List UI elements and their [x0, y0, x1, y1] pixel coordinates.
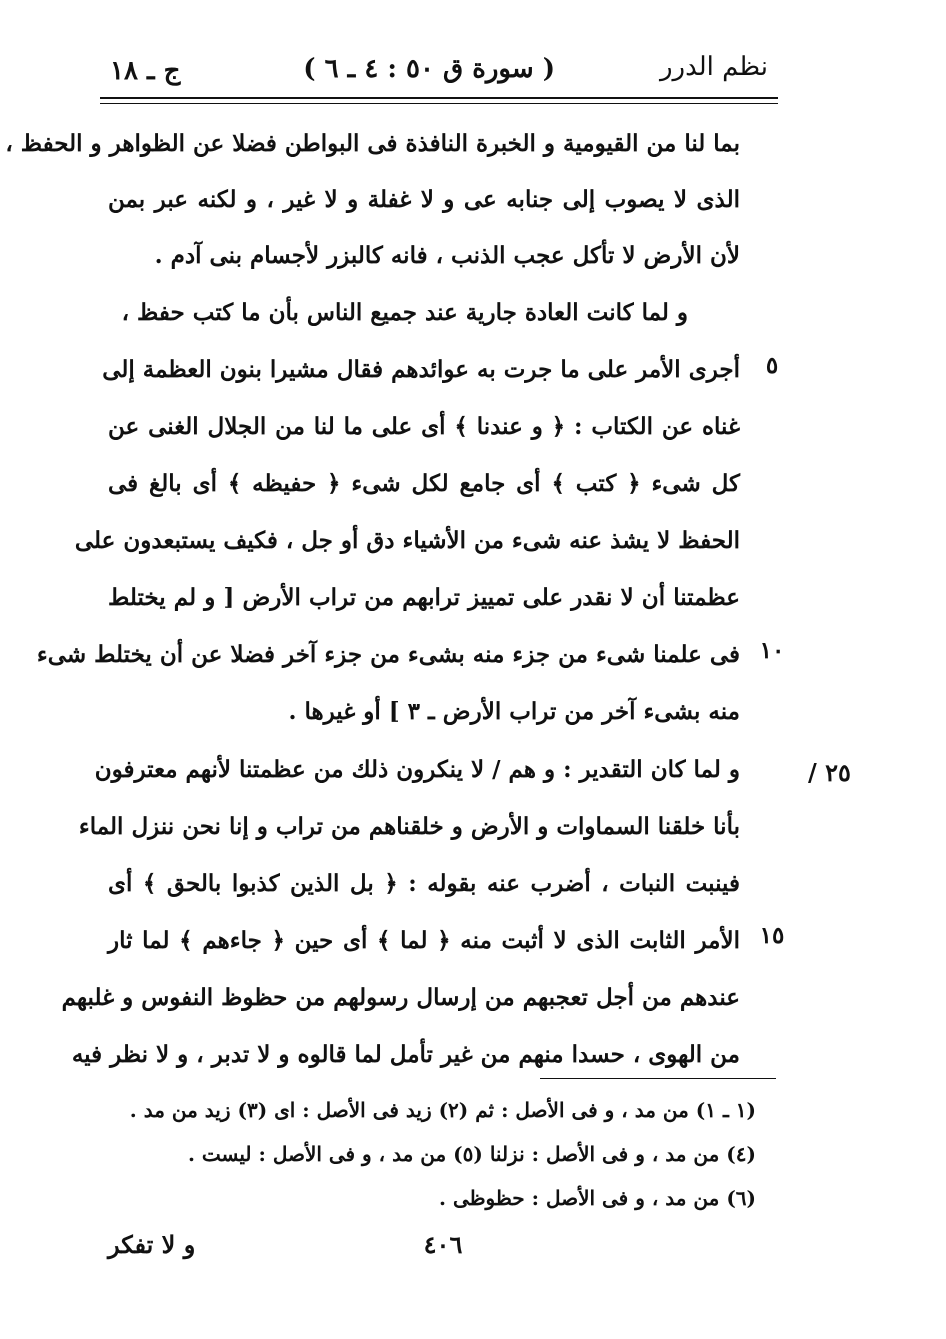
text-line: الأمر الثابت الذى لا أثبت منه ﴿ لما ﴾ أى حين ﴿ جاءهم ﴾ لما ثار [108, 927, 740, 954]
volume-number: ج ـ ١٨ [110, 56, 181, 86]
text-line: عظمتنا أن لا نقدر على تمييز ترابهم من تراب الأرض [ و لم يختلط [108, 584, 740, 611]
text-line: فى علمنا شىء من جزء منه بشىء من جزء آخر فضلا عن أن يختلط شىء [36, 641, 740, 668]
text-line: بأنا خلقنا السماوات و الأرض و خلقناهم من تراب و إنا نحن ننزل الماء [78, 813, 740, 840]
line-number: ٥ [765, 352, 779, 379]
book-title: نظم الدرر [659, 52, 768, 82]
text-line: عندهم من أجل تعجبهم من إرسال رسولهم من حظوظ النفوس و غلبهم [61, 984, 740, 1011]
catchword: و لا تفكر [108, 1230, 196, 1259]
header-rule [100, 97, 778, 99]
footnote: (١ ـ ١) من مد ، و فى الأصل : ثم (٢) زيد فى الأصل : اى (٣) زيد من مد . [129, 1098, 756, 1122]
text-line: لأن الأرض لا تأكل عجب الذنب ، فانه كالبزر لأجسام بنى آدم . [154, 242, 740, 269]
text-line: أجرى الأمر على ما جرت به عوائدهم فقال مشيرا بنون العظمة إلى [102, 356, 740, 383]
text-line: منه بشىء آخر من تراب الأرض ـ ٣ ] أو غيرها . [288, 698, 740, 725]
text-line: غناه عن الكتاب : ﴿ و عندنا ﴾ أى على ما لنا من الجلال الغنى عن [108, 413, 740, 440]
text-line: و لما كانت العادة جارية عند جميع الناس بأن ما كتب حفظ ، [121, 299, 688, 326]
margin-page-reference: ٢٥ / [808, 758, 851, 787]
footnote: (٦) من مد ، و فى الأصل : حظوظى . [439, 1186, 756, 1210]
page-header [100, 48, 776, 98]
line-number: ١٠ [759, 637, 785, 664]
text-line: فينبت النبات ، أضرب عنه بقوله : ﴿ بل الذين كذبوا بالحق ﴾ أى [108, 870, 740, 897]
page-number: ٤٠٦ [423, 1230, 463, 1259]
text-line: من الهوى ، حسدا منهم من غير تأمل لما قالوه و لا تدبر ، و لا نظر فيه [71, 1041, 740, 1068]
line-number: ١٥ [759, 922, 785, 949]
footnote: (٤) من مد ، و فى الأصل : نزلنا (٥) من مد ، و فى الأصل : ليست . [187, 1142, 756, 1166]
text-line: و لما كان التقدير : و هم / لا ينكرون ذلك من عظمتنا لأنهم معترفون [94, 756, 740, 783]
header-rule-thin [100, 103, 778, 104]
text-line: الذى لا يصوب إلى جنابه عى و لا غفلة و لا غير ، و لكنه عبر بمن [108, 186, 740, 213]
footnote-rule [540, 1078, 776, 1079]
text-line: الحفظ لا يشذ عنه شىء من الأشياء دق أو جل ، فكيف يستبعدون على [74, 527, 740, 554]
text-line: بما لنا من القيومية و الخبرة النافذة فى البواطن فضلا عن الظواهر و الحفظ ، [5, 130, 740, 157]
text-line: كل شىء ﴿ كتب ﴾ أى جامع لكل شىء ﴿ حفيظه ﴾ أى بالغ فى [108, 470, 740, 497]
surah-reference: ( سورة ق ٥٠ : ٤ ـ ٦ ) [303, 54, 555, 84]
